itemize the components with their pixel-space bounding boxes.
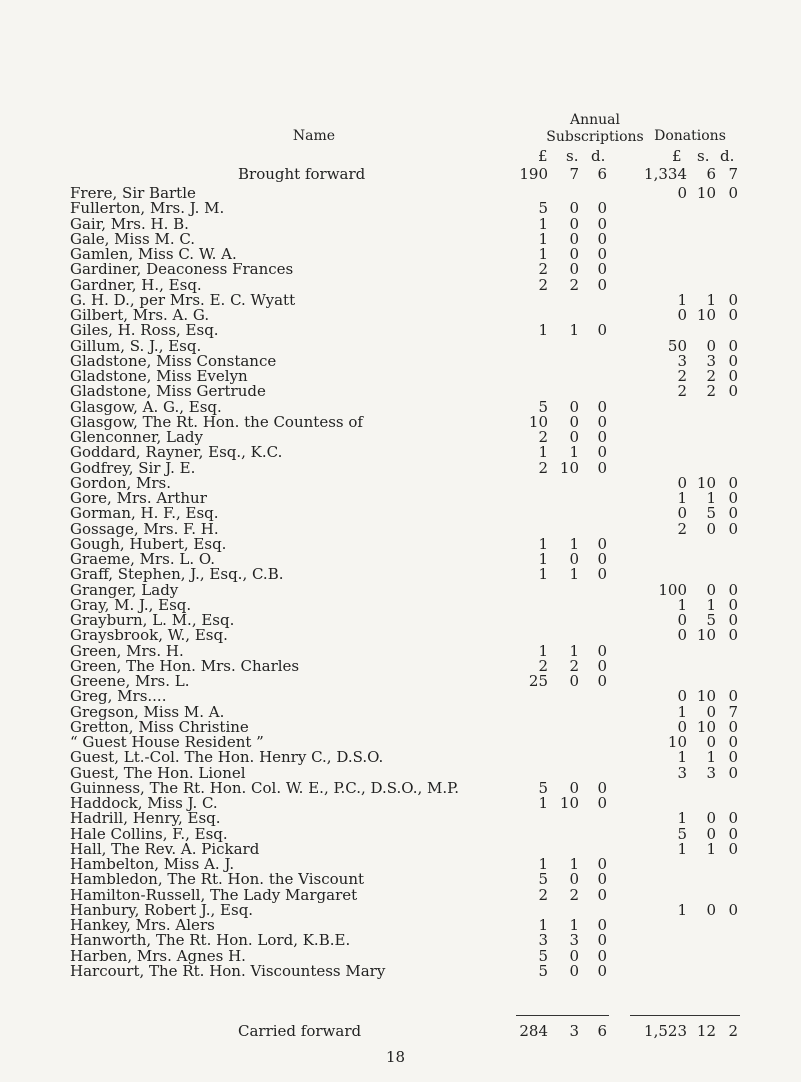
subscriber-name: Gray, M. J., Esq. bbox=[70, 595, 192, 614]
annual-shillings: 7 bbox=[569, 165, 579, 183]
total-rule-donations bbox=[630, 1015, 740, 1016]
annual-shillings: 10 bbox=[559, 458, 579, 477]
annual-pounds: 10 bbox=[528, 412, 548, 431]
donations-pence: 0 bbox=[728, 626, 738, 645]
subscriber-name: Gladstone, Miss Evelyn bbox=[70, 367, 248, 385]
annual-shillings: 0 bbox=[569, 961, 579, 980]
annual-pounds: 1 bbox=[538, 794, 548, 812]
annual-pence: 0 bbox=[597, 260, 607, 279]
annual-shillings: 2 bbox=[569, 275, 579, 294]
annual-shillings: 3 bbox=[569, 931, 579, 950]
annual-shillings: 1 bbox=[569, 565, 579, 584]
annual-pence: 0 bbox=[597, 534, 607, 553]
annual-pence: 0 bbox=[597, 931, 607, 950]
donations-pounds: 0 bbox=[677, 306, 687, 324]
annual-pounds: 2 bbox=[538, 428, 548, 446]
donations-shillings: 0 bbox=[706, 809, 716, 828]
donations-shillings: 10 bbox=[696, 306, 716, 324]
annual-pence: 0 bbox=[597, 443, 607, 462]
donations-shillings: 0 bbox=[706, 519, 716, 538]
subscriber-name: Gilbert, Mrs. A. G. bbox=[70, 306, 210, 324]
annual-shillings: 1 bbox=[569, 641, 579, 660]
annual-pence: 0 bbox=[597, 961, 607, 980]
donations-pence: 0 bbox=[728, 489, 738, 507]
donations-pounds: 50 bbox=[667, 336, 687, 355]
donations-shillings: 1 bbox=[706, 839, 716, 858]
donations-pounds: 2 bbox=[677, 519, 687, 538]
carried-forward-row bbox=[0, 1022, 801, 1041]
donations-shillings: 0 bbox=[706, 900, 716, 919]
donations-pounds: 3 bbox=[677, 763, 687, 782]
donations-shillings: 3 bbox=[706, 763, 716, 782]
header-annual-line1: Annual bbox=[570, 112, 620, 128]
donations-pounds: 0 bbox=[677, 626, 687, 645]
subscriber-name: Gossage, Mrs. F. H. bbox=[70, 519, 219, 538]
donations-pence: 0 bbox=[728, 367, 738, 385]
annual-pence: 0 bbox=[597, 778, 607, 797]
subscriber-name: Greene, Mrs. L. bbox=[70, 672, 190, 690]
donations-pounds: 1 bbox=[677, 839, 687, 858]
annual-pounds: 1 bbox=[538, 916, 548, 934]
donations-pence: 0 bbox=[728, 336, 738, 355]
donations-pounds: 10 bbox=[667, 733, 687, 751]
annual-pence: 0 bbox=[597, 946, 607, 965]
annual-shillings: 0 bbox=[569, 214, 579, 233]
annual-pounds: 190 bbox=[519, 165, 548, 183]
annual-pounds: 5 bbox=[538, 397, 548, 416]
donations-pounds: 1 bbox=[677, 748, 687, 767]
annual-pence: 0 bbox=[597, 885, 607, 904]
subscriber-name: Grayburn, L. M., Esq. bbox=[70, 611, 235, 629]
subscriber-name: Hambelton, Miss A. J. bbox=[70, 855, 235, 873]
subscriber-name: Hamilton-Russell, The Lady Margaret bbox=[70, 885, 358, 904]
donations-pence: 0 bbox=[728, 763, 738, 782]
donations-pounds: 1 bbox=[677, 290, 687, 309]
subscriber-name: Guinness, The Rt. Hon. Col. W. E., P.C., D.S.O., M.P. bbox=[70, 778, 459, 797]
donations-pence: 0 bbox=[728, 748, 738, 767]
donations-pence: 0 bbox=[728, 733, 738, 751]
donations-pounds: 3 bbox=[677, 351, 687, 370]
donations-pounds: 2 bbox=[677, 382, 687, 401]
header-name: Name bbox=[292, 128, 336, 144]
subscriber-name: Graff, Stephen, J., Esq., C.B. bbox=[70, 565, 284, 584]
donations-shillings: 1 bbox=[706, 489, 716, 507]
annual-pence: 0 bbox=[597, 855, 607, 873]
subscriber-name: Hall, The Rev. A. Pickard bbox=[70, 839, 260, 858]
annual-pence: 0 bbox=[597, 870, 607, 889]
subscriber-name: Frere, Sir Bartle bbox=[70, 184, 196, 202]
subscriber-name: Gretton, Miss Christine bbox=[70, 717, 249, 736]
donations-shillings: 0 bbox=[706, 580, 716, 599]
brought-forward-label: Brought forward bbox=[238, 165, 366, 183]
donations-pounds: 1,523 bbox=[644, 1022, 687, 1040]
donations-pounds: 1 bbox=[677, 489, 687, 507]
annual-shillings: 10 bbox=[559, 794, 579, 812]
subscriber-name: Gladstone, Miss Gertrude bbox=[70, 382, 266, 401]
annual-pence: 0 bbox=[597, 458, 607, 477]
donations-shillings: 0 bbox=[706, 702, 716, 721]
subscriber-name: Gore, Mrs. Arthur bbox=[70, 489, 207, 507]
subscriber-name: Harben, Mrs. Agnes H. bbox=[70, 946, 246, 965]
annual-shillings: 0 bbox=[569, 550, 579, 568]
header-donations-shillings: s. bbox=[697, 147, 710, 165]
annual-pence: 0 bbox=[597, 245, 607, 263]
annual-shillings: 2 bbox=[569, 885, 579, 904]
total-rule-annual bbox=[516, 1015, 609, 1016]
donations-pounds: 0 bbox=[677, 473, 687, 492]
donations-shillings: 5 bbox=[706, 504, 716, 523]
annual-shillings: 0 bbox=[569, 229, 579, 248]
subscriber-name: Gladstone, Miss Constance bbox=[70, 351, 277, 370]
donations-pence: 0 bbox=[728, 351, 738, 370]
subscriber-name: Guest, The Hon. Lionel bbox=[70, 763, 246, 782]
donations-pence: 0 bbox=[728, 184, 738, 202]
annual-pounds: 5 bbox=[538, 199, 548, 218]
annual-pence: 0 bbox=[597, 550, 607, 568]
donations-pounds: 0 bbox=[677, 504, 687, 523]
annual-pounds: 2 bbox=[538, 458, 548, 477]
annual-pence: 0 bbox=[597, 275, 607, 294]
annual-pounds: 1 bbox=[538, 641, 548, 660]
subscriber-name: Glasgow, The Rt. Hon. the Countess of bbox=[70, 412, 363, 431]
header-annual-pence: d. bbox=[591, 147, 606, 165]
annual-pence: 0 bbox=[597, 794, 607, 812]
donations-pounds: 0 bbox=[677, 687, 687, 706]
annual-shillings: 1 bbox=[569, 443, 579, 462]
subscriber-name: Glasgow, A. G., Esq. bbox=[70, 397, 222, 416]
annual-pounds: 1 bbox=[538, 245, 548, 263]
subscriber-name: Gregson, Miss M. A. bbox=[70, 702, 225, 721]
subscriber-name: Gordon, Mrs. bbox=[70, 473, 172, 492]
donations-pounds: 1 bbox=[677, 900, 687, 919]
donations-shillings: 0 bbox=[706, 733, 716, 751]
subscriber-name: Hadrill, Henry, Esq. bbox=[70, 809, 221, 828]
annual-pence: 0 bbox=[597, 656, 607, 675]
subscriber-name: Greg, Mrs.... bbox=[70, 687, 167, 706]
subscriber-name: Gamlen, Miss C. W. A. bbox=[70, 245, 237, 263]
annual-shillings: 0 bbox=[569, 870, 579, 889]
donations-shillings: 2 bbox=[706, 367, 716, 385]
annual-shillings: 1 bbox=[569, 534, 579, 553]
donations-shillings: 0 bbox=[706, 336, 716, 355]
annual-shillings: 0 bbox=[569, 428, 579, 446]
subscriber-name: Graeme, Mrs. L. O. bbox=[70, 550, 216, 568]
subscriber-name: Guest, Lt.-Col. The Hon. Henry C., D.S.O. bbox=[70, 748, 384, 767]
subscriber-name: Graysbrook, W., Esq. bbox=[70, 626, 228, 645]
donations-shillings: 0 bbox=[706, 824, 716, 843]
donations-pence: 0 bbox=[728, 306, 738, 324]
annual-shillings: 1 bbox=[569, 916, 579, 934]
annual-pounds: 1 bbox=[538, 229, 548, 248]
subscriber-name: Granger, Lady bbox=[70, 580, 179, 599]
brought-forward-row bbox=[0, 165, 801, 184]
annual-pence: 0 bbox=[597, 321, 607, 340]
annual-pence: 0 bbox=[597, 199, 607, 218]
annual-shillings: 0 bbox=[569, 199, 579, 218]
annual-pounds: 25 bbox=[528, 672, 548, 690]
subscriber-name: Giles, H. Ross, Esq. bbox=[70, 321, 219, 340]
annual-pence: 0 bbox=[597, 916, 607, 934]
table-row bbox=[0, 962, 801, 981]
subscriber-name: Hambledon, The Rt. Hon. the Viscount bbox=[70, 870, 365, 889]
donations-pence: 0 bbox=[728, 580, 738, 599]
subscriber-name: “ Guest House Resident ” bbox=[70, 733, 264, 751]
annual-shillings: 0 bbox=[569, 672, 579, 690]
subscriber-name: Gair, Mrs. H. B. bbox=[70, 214, 189, 233]
annual-shillings: 0 bbox=[569, 778, 579, 797]
annual-pounds: 2 bbox=[538, 260, 548, 279]
donations-pounds: 1 bbox=[677, 809, 687, 828]
subscriber-name: Green, The Hon. Mrs. Charles bbox=[70, 656, 300, 675]
annual-pence: 0 bbox=[597, 229, 607, 248]
donations-pence: 0 bbox=[728, 900, 738, 919]
annual-pounds: 3 bbox=[538, 931, 548, 950]
subscriber-name: Gardner, H., Esq. bbox=[70, 275, 202, 294]
donations-pounds: 1,334 bbox=[644, 165, 687, 183]
donations-shillings: 10 bbox=[696, 687, 716, 706]
annual-shillings: 0 bbox=[569, 260, 579, 279]
annual-shillings: 1 bbox=[569, 321, 579, 340]
donations-pounds: 0 bbox=[677, 184, 687, 202]
annual-pounds: 5 bbox=[538, 946, 548, 965]
annual-pounds: 1 bbox=[538, 214, 548, 233]
subscriber-name: Hale Collins, F., Esq. bbox=[70, 824, 228, 843]
donations-shillings: 1 bbox=[706, 748, 716, 767]
donations-pounds: 5 bbox=[677, 824, 687, 843]
donations-shillings: 10 bbox=[696, 626, 716, 645]
subscriber-name: Hanworth, The Rt. Hon. Lord, K.B.E. bbox=[70, 931, 351, 950]
annual-pence: 6 bbox=[597, 165, 607, 183]
annual-pounds: 2 bbox=[538, 885, 548, 904]
header-donations-pence: d. bbox=[720, 147, 735, 165]
annual-pounds: 1 bbox=[538, 550, 548, 568]
subscriber-name: Hanbury, Robert J., Esq. bbox=[70, 900, 254, 919]
donations-shillings: 6 bbox=[706, 165, 716, 183]
annual-pence: 0 bbox=[597, 672, 607, 690]
annual-pence: 0 bbox=[597, 641, 607, 660]
donations-pounds: 2 bbox=[677, 367, 687, 385]
annual-pounds: 2 bbox=[538, 656, 548, 675]
header-annual-shillings: s. bbox=[566, 147, 579, 165]
donations-pence: 0 bbox=[728, 687, 738, 706]
donations-pence: 0 bbox=[728, 824, 738, 843]
donations-pence: 0 bbox=[728, 504, 738, 523]
annual-pounds: 1 bbox=[538, 565, 548, 584]
annual-pounds: 1 bbox=[538, 855, 548, 873]
annual-shillings: 2 bbox=[569, 656, 579, 675]
donations-pounds: 0 bbox=[677, 611, 687, 629]
subscriber-name: Gardiner, Deaconess Frances bbox=[70, 260, 294, 279]
subscriber-name: Green, Mrs. H. bbox=[70, 641, 184, 660]
donations-shillings: 1 bbox=[706, 290, 716, 309]
donations-shillings: 5 bbox=[706, 611, 716, 629]
subscriber-name: Gough, Hubert, Esq. bbox=[70, 534, 227, 553]
subscriber-name: Fullerton, Mrs. J. M. bbox=[70, 199, 225, 218]
subscriber-name: Gorman, H. F., Esq. bbox=[70, 504, 219, 523]
subscriber-name: Harcourt, The Rt. Hon. Viscountess Mary bbox=[70, 961, 386, 980]
subscriber-name: Godfrey, Sir J. E. bbox=[70, 458, 196, 477]
donations-pence: 0 bbox=[728, 519, 738, 538]
donations-pounds: 1 bbox=[677, 702, 687, 721]
donations-shillings: 10 bbox=[696, 473, 716, 492]
annual-shillings: 0 bbox=[569, 397, 579, 416]
subscriber-name: Hankey, Mrs. Alers bbox=[70, 916, 215, 934]
page-number: 18 bbox=[386, 1048, 406, 1066]
annual-shillings: 0 bbox=[569, 412, 579, 431]
annual-pounds: 1 bbox=[538, 534, 548, 553]
annual-pounds: 1 bbox=[538, 443, 548, 462]
annual-pounds: 5 bbox=[538, 778, 548, 797]
donations-pence: 0 bbox=[728, 809, 738, 828]
subscriber-name: Gale, Miss M. C. bbox=[70, 229, 196, 248]
donations-pence: 0 bbox=[728, 839, 738, 858]
annual-shillings: 0 bbox=[569, 245, 579, 263]
annual-pence: 0 bbox=[597, 214, 607, 233]
donations-pence: 0 bbox=[728, 717, 738, 736]
subscriber-name: G. H. D., per Mrs. E. C. Wyatt bbox=[70, 290, 296, 309]
header-annual-line2: Subscriptions bbox=[546, 129, 644, 145]
donations-pence: 0 bbox=[728, 290, 738, 309]
header-annual-pounds: £ bbox=[538, 147, 548, 165]
subscriber-name: Gillum, S. J., Esq. bbox=[70, 336, 202, 355]
donations-shillings: 2 bbox=[706, 382, 716, 401]
annual-pence: 6 bbox=[597, 1022, 607, 1040]
subscriber-name: Goddard, Rayner, Esq., K.C. bbox=[70, 443, 283, 462]
annual-pounds: 2 bbox=[538, 275, 548, 294]
donations-pence: 7 bbox=[728, 165, 738, 183]
donations-shillings: 10 bbox=[696, 717, 716, 736]
donations-shillings: 12 bbox=[696, 1022, 716, 1040]
header-donations-pounds: £ bbox=[672, 147, 682, 165]
annual-pounds: 1 bbox=[538, 321, 548, 340]
donations-pounds: 0 bbox=[677, 717, 687, 736]
donations-shillings: 1 bbox=[706, 595, 716, 614]
annual-shillings: 0 bbox=[569, 946, 579, 965]
donations-pence: 0 bbox=[728, 595, 738, 614]
annual-pounds: 284 bbox=[519, 1022, 548, 1040]
donations-shillings: 10 bbox=[696, 184, 716, 202]
donations-shillings: 3 bbox=[706, 351, 716, 370]
annual-pence: 0 bbox=[597, 428, 607, 446]
subscriber-name: Haddock, Miss J. C. bbox=[70, 794, 218, 812]
subscriber-name: Glenconner, Lady bbox=[70, 428, 203, 446]
annual-pounds: 5 bbox=[538, 870, 548, 889]
annual-pence: 0 bbox=[597, 412, 607, 431]
donations-pence: 0 bbox=[728, 473, 738, 492]
donations-pounds: 1 bbox=[677, 595, 687, 614]
donations-pence: 7 bbox=[728, 702, 738, 721]
header-donations: Donations bbox=[654, 128, 726, 144]
annual-pence: 0 bbox=[597, 397, 607, 416]
annual-pounds: 5 bbox=[538, 961, 548, 980]
donations-pence: 2 bbox=[728, 1022, 738, 1040]
annual-shillings: 1 bbox=[569, 855, 579, 873]
annual-pence: 0 bbox=[597, 565, 607, 584]
donations-pence: 0 bbox=[728, 382, 738, 401]
annual-shillings: 3 bbox=[569, 1022, 579, 1040]
carried-forward-label: Carried forward bbox=[238, 1022, 362, 1040]
donations-pence: 0 bbox=[728, 611, 738, 629]
donations-pounds: 100 bbox=[658, 580, 687, 599]
